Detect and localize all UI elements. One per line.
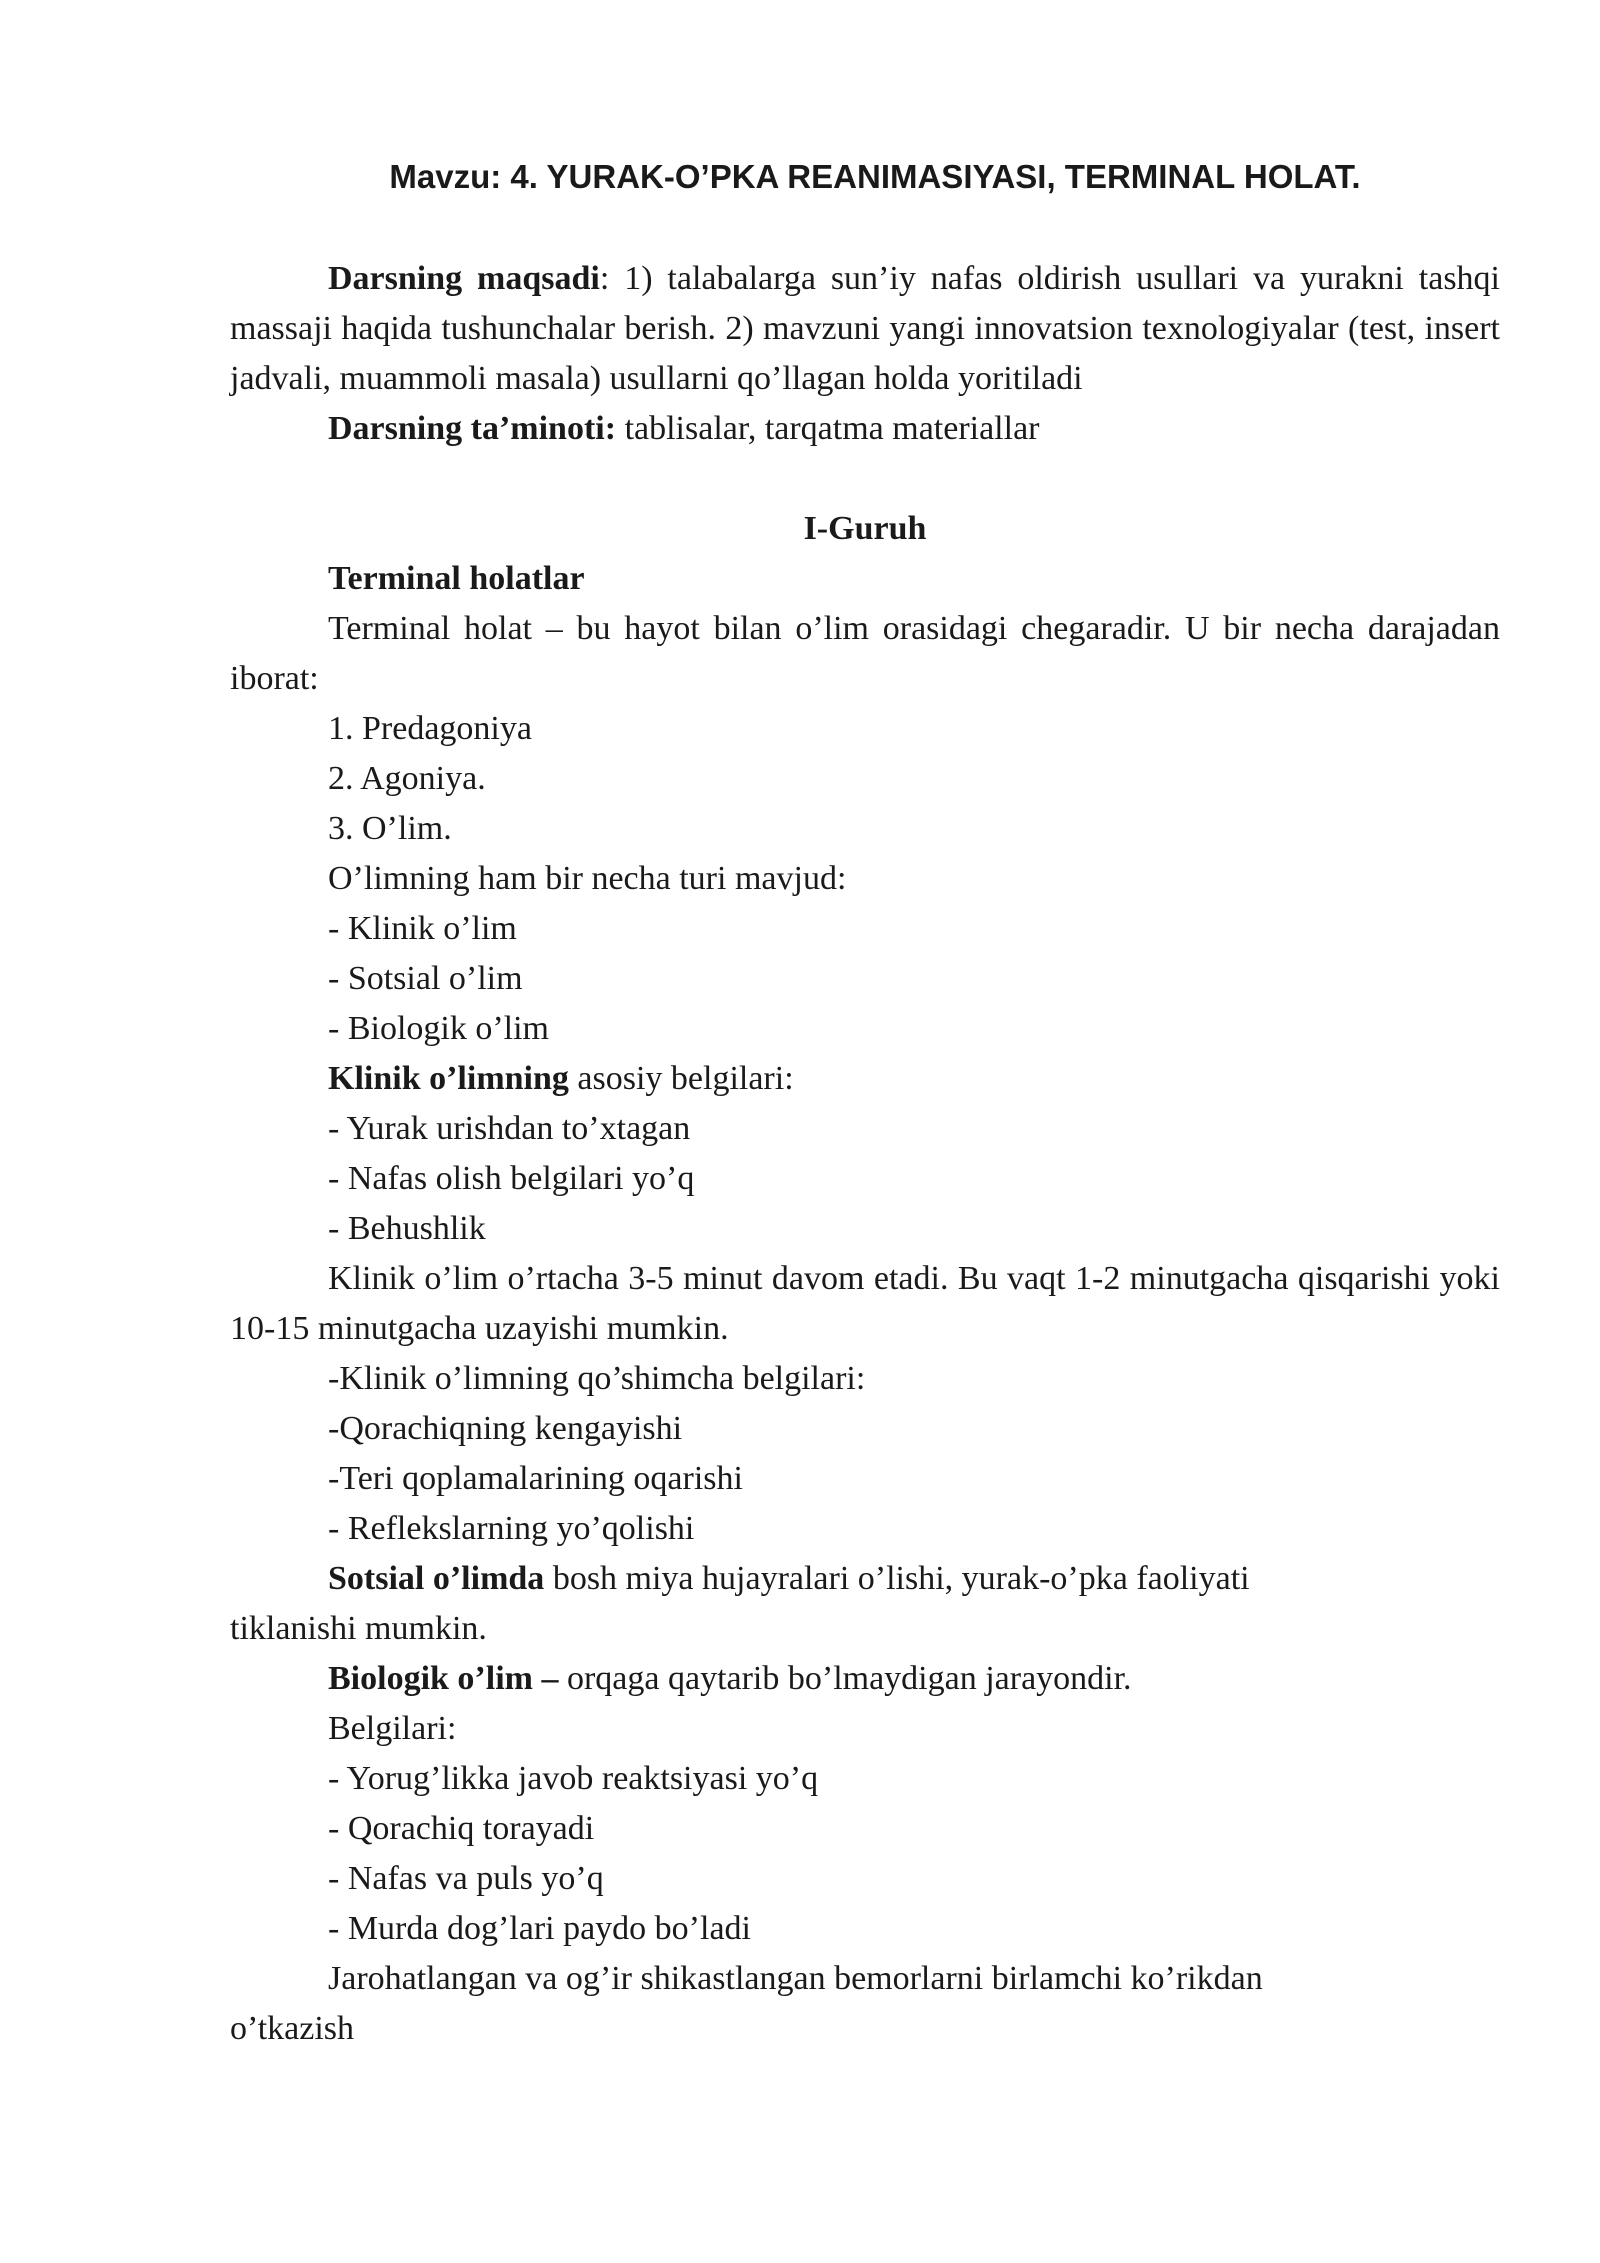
lesson-supply-label: Darsning ta’minoti: <box>328 410 617 447</box>
death-types-intro: O’limning ham bir necha turi mavjud: <box>328 860 847 897</box>
list-item: - Behushlik <box>328 1210 486 1247</box>
spacer <box>230 204 1500 254</box>
lesson-goal <box>230 254 1500 404</box>
clinical-extra-intro: -Klinik o’limning qo’shimcha belgilari: <box>328 1360 866 1397</box>
group-heading: I-Guruh <box>803 510 927 547</box>
biological-heading: Biologik o’lim – orqaga qaytarib bo’lmaydigan jarayondir. <box>328 1660 1132 1697</box>
list-item: - Nafas va puls yo’q <box>328 1860 604 1897</box>
list-item: - Sotsial o’lim <box>328 960 523 997</box>
lesson-goal-text: : 1) talabalarga sun’iy nafas oldirish usullari va yurakni tashqi massaji haqida tushunchalar berish. 2) mavzuni yangi innovatsion texnologiyalar (test, insert jadvali, muammoli masala) usullarni qo’llagan holda yoritiladi <box>230 260 1500 397</box>
list-item: - Yurak urishdan to’xtagan <box>328 1110 691 1147</box>
list-item: 2. Agoniya. <box>328 760 486 797</box>
lesson-supply <box>230 404 1500 454</box>
list-item: - Biologik o’lim <box>328 1010 549 1047</box>
list-item: -Qorachiqning kengayishi <box>328 1410 683 1447</box>
list-item: - Klinik o’lim <box>328 910 517 947</box>
terminal-intro: Terminal holat – bu hayot bilan o’lim orasidagi chegaradir. U bir necha darajadan iborat: <box>230 610 1500 697</box>
section-heading: Terminal holatlar <box>328 560 585 597</box>
list-item: - Qorachiq torayadi <box>328 1810 595 1847</box>
social-death: Sotsial o’limda bosh miya hujayralari o’lishi, yurak-o’pka faoliyati tiklanishi mumkin. <box>230 1560 1250 1647</box>
list-item: 1. Predagoniya <box>328 710 532 747</box>
biological-signs-intro: Belgilari: <box>328 1710 457 1747</box>
lesson-goal-label: Darsning maqsadi <box>328 260 600 297</box>
page-title: Mavzu: 4. YURAK-O’PKA REANIMASIYASI, TERMINAL HOLAT. <box>389 158 1361 195</box>
list-item: - Yorug’likka javob reaktsiyasi yo’q <box>328 1760 819 1797</box>
list-item: - Reflekslarning yo’qolishi <box>328 1510 695 1547</box>
closing-paragraph: Jarohatlangan va og’ir shikastlangan bemorlarni birlamchi ko’rikdan o’tkazish <box>230 1960 1263 2047</box>
clinical-duration: Klinik o’lim o’rtacha 3-5 minut davom etadi. Bu vaqt 1-2 minutgacha qisqarishi yoki 10-15 minutgacha uzayishi mumkin. <box>230 1260 1500 1347</box>
list-item: 3. O’lim. <box>328 810 452 847</box>
clinical-heading: Klinik o’limning asosiy belgilari: <box>328 1060 794 1097</box>
spacer <box>230 454 1500 504</box>
list-item: - Nafas olish belgilari yo’q <box>328 1160 695 1197</box>
list-item: - Murda dog’lari paydo bo’ladi <box>328 1910 751 1947</box>
lesson-supply-text: tablisalar, tarqatma materiallar <box>616 410 1040 447</box>
list-item: -Teri qoplamalarining oqarishi <box>328 1460 743 1497</box>
